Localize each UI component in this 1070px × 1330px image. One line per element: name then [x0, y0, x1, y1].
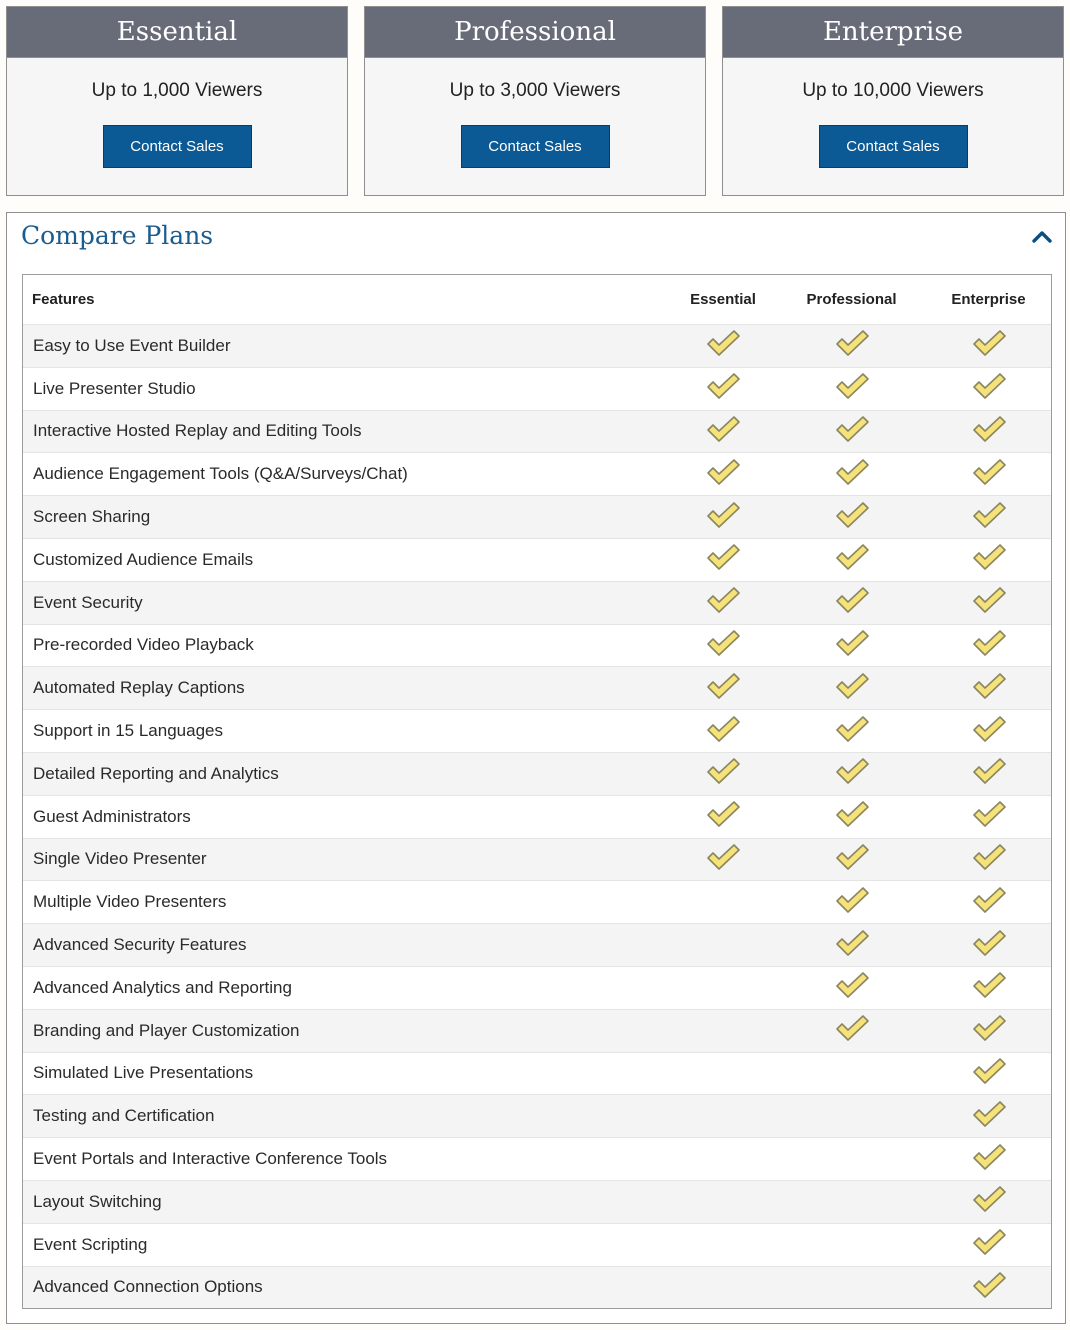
- table-row: [23, 624, 1051, 667]
- cell-enterprise: [930, 501, 1047, 534]
- checkmark-icon: [972, 372, 1006, 405]
- checkmark-icon: [972, 843, 1006, 876]
- cell-professional: [773, 543, 930, 576]
- cell-professional: [773, 757, 930, 790]
- checkmark-icon: [835, 971, 869, 1004]
- table-row: [23, 795, 1051, 838]
- cell-professional: [773, 929, 930, 962]
- checkmark-icon: [972, 586, 1006, 619]
- checkmark-icon: [835, 501, 869, 534]
- feature-name: Testing and Certification: [33, 1106, 215, 1126]
- feature-name: Branding and Player Customization: [33, 1020, 300, 1040]
- table-body: [23, 324, 1051, 1308]
- cell-enterprise: [930, 971, 1047, 1004]
- cell-essential: [673, 672, 773, 705]
- feature-name: Customized Audience Emails: [33, 549, 254, 569]
- cell-professional: [773, 501, 930, 534]
- table-row: [23, 709, 1051, 752]
- checkmark-icon: [706, 458, 740, 491]
- feature-name: Guest Administrators: [33, 806, 191, 826]
- checkmark-icon: [706, 757, 740, 790]
- cell-essential: [673, 501, 773, 534]
- cell-enterprise: [930, 586, 1047, 619]
- table-row: [23, 1223, 1051, 1266]
- plan-name: Professional: [365, 7, 705, 58]
- cell-enterprise: [930, 1014, 1047, 1047]
- table-row: [23, 880, 1051, 923]
- cell-essential: [673, 329, 773, 362]
- table-row: [23, 410, 1051, 453]
- cell-professional: [773, 672, 930, 705]
- checkmark-icon: [972, 1185, 1006, 1218]
- plan-viewers: Up to 1,000 Viewers: [91, 80, 263, 101]
- checkmark-icon: [706, 415, 740, 448]
- checkmark-icon: [972, 1228, 1006, 1261]
- plan-card-professional: [364, 6, 706, 196]
- checkmark-icon: [835, 800, 869, 833]
- cell-essential: [673, 458, 773, 491]
- checkmark-icon: [972, 1143, 1006, 1176]
- plan-card-essential: [6, 6, 348, 196]
- cell-professional: [773, 372, 930, 405]
- checkmark-icon: [972, 886, 1006, 919]
- checkmark-icon: [972, 1057, 1006, 1090]
- cell-essential: [673, 415, 773, 448]
- plan-card-enterprise: [722, 6, 1064, 196]
- header-professional: Professional: [806, 291, 897, 308]
- cell-professional: [773, 971, 930, 1004]
- header-features: Features: [32, 291, 95, 308]
- cell-essential: [673, 629, 773, 662]
- feature-name: Pre-recorded Video Playback: [33, 635, 254, 655]
- feature-name: Advanced Connection Options: [33, 1277, 263, 1297]
- checkmark-icon: [835, 629, 869, 662]
- checkmark-icon: [972, 1014, 1006, 1047]
- cell-professional: [773, 458, 930, 491]
- header-enterprise: Enterprise: [951, 291, 1026, 308]
- feature-name: Single Video Presenter: [33, 849, 207, 869]
- cell-enterprise: [930, 1185, 1047, 1218]
- header-essential: Essential: [690, 291, 756, 308]
- feature-name: Live Presenter Studio: [33, 378, 196, 398]
- checkmark-icon: [972, 415, 1006, 448]
- checkmark-icon: [972, 929, 1006, 962]
- cell-essential: [673, 586, 773, 619]
- checkmark-icon: [972, 800, 1006, 833]
- plan-viewers: Up to 3,000 Viewers: [449, 80, 621, 101]
- feature-name: Event Scripting: [33, 1234, 148, 1254]
- checkmark-icon: [972, 715, 1006, 748]
- checkmark-icon: [706, 543, 740, 576]
- checkmark-icon: [835, 672, 869, 705]
- cell-essential: [673, 800, 773, 833]
- checkmark-icon: [835, 372, 869, 405]
- cell-enterprise: [930, 757, 1047, 790]
- cell-professional: [773, 415, 930, 448]
- cell-enterprise: [930, 1057, 1047, 1090]
- cell-enterprise: [930, 372, 1047, 405]
- cell-enterprise: [930, 629, 1047, 662]
- table-row: [23, 752, 1051, 795]
- table-row: [23, 495, 1051, 538]
- checkmark-icon: [835, 843, 869, 876]
- feature-name: Layout Switching: [33, 1191, 162, 1211]
- checkmark-icon: [706, 672, 740, 705]
- feature-name: Advanced Security Features: [33, 935, 247, 955]
- cell-essential: [673, 757, 773, 790]
- table-row: [23, 1094, 1051, 1137]
- contact-sales-button[interactable]: Contact Sales: [819, 125, 968, 168]
- checkmark-icon: [972, 757, 1006, 790]
- feature-name: Event Security: [33, 592, 143, 612]
- feature-name: Automated Replay Captions: [33, 678, 245, 698]
- cell-enterprise: [930, 800, 1047, 833]
- cell-enterprise: [930, 329, 1047, 362]
- table-row: [23, 966, 1051, 1009]
- checkmark-icon: [835, 415, 869, 448]
- checkmark-icon: [972, 1100, 1006, 1133]
- table-row: [23, 452, 1051, 495]
- cell-essential: [673, 372, 773, 405]
- checkmark-icon: [706, 586, 740, 619]
- table-row: [23, 1180, 1051, 1223]
- checkmark-icon: [972, 458, 1006, 491]
- cell-professional: [773, 715, 930, 748]
- table-row: [23, 324, 1051, 367]
- cell-enterprise: [930, 1271, 1047, 1304]
- cell-enterprise: [930, 415, 1047, 448]
- feature-name: Event Portals and Interactive Conference Tools: [33, 1149, 388, 1169]
- checkmark-icon: [972, 501, 1006, 534]
- table-row: [23, 1009, 1051, 1052]
- contact-sales-button[interactable]: Contact Sales: [103, 125, 252, 168]
- chevron-up-icon[interactable]: [1031, 229, 1053, 245]
- table-row: [23, 838, 1051, 881]
- feature-name: Multiple Video Presenters: [33, 892, 227, 912]
- feature-name: Advanced Analytics and Reporting: [33, 977, 292, 997]
- plan-name: Enterprise: [723, 7, 1063, 58]
- feature-name: Support in 15 Languages: [33, 721, 223, 741]
- cell-essential: [673, 543, 773, 576]
- table-row: [23, 581, 1051, 624]
- contact-sales-button[interactable]: Contact Sales: [461, 125, 610, 168]
- cell-professional: [773, 1014, 930, 1047]
- checkmark-icon: [972, 629, 1006, 662]
- cell-enterprise: [930, 843, 1047, 876]
- checkmark-icon: [835, 929, 869, 962]
- checkmark-icon: [706, 329, 740, 362]
- table-row: [23, 666, 1051, 709]
- checkmark-icon: [972, 672, 1006, 705]
- checkmark-icon: [972, 329, 1006, 362]
- checkmark-icon: [706, 843, 740, 876]
- checkmark-icon: [706, 800, 740, 833]
- compare-plans-title: Compare Plans: [21, 221, 214, 250]
- table-row: [23, 1266, 1051, 1309]
- checkmark-icon: [706, 629, 740, 662]
- feature-name: Screen Sharing: [33, 507, 151, 527]
- checkmark-icon: [706, 372, 740, 405]
- cell-enterprise: [930, 929, 1047, 962]
- table-row: [23, 367, 1051, 410]
- checkmark-icon: [972, 1271, 1006, 1304]
- feature-name: Easy to Use Event Builder: [33, 335, 231, 355]
- checkmark-icon: [835, 586, 869, 619]
- plan-name: Essential: [7, 7, 347, 58]
- feature-name: Interactive Hosted Replay and Editing Tools: [33, 421, 362, 441]
- table-row: [23, 538, 1051, 581]
- checkmark-icon: [835, 757, 869, 790]
- cell-professional: [773, 800, 930, 833]
- cell-enterprise: [930, 1228, 1047, 1261]
- checkmark-icon: [706, 501, 740, 534]
- checkmark-icon: [835, 329, 869, 362]
- feature-name: Audience Engagement Tools (Q&A/Surveys/Chat): [33, 464, 408, 484]
- cell-enterprise: [930, 715, 1047, 748]
- checkmark-icon: [835, 543, 869, 576]
- table-row: [23, 1052, 1051, 1095]
- cell-professional: [773, 586, 930, 619]
- cell-professional: [773, 329, 930, 362]
- feature-name: Simulated Live Presentations: [33, 1063, 254, 1083]
- checkmark-icon: [972, 971, 1006, 1004]
- feature-name: Detailed Reporting and Analytics: [33, 763, 279, 783]
- cell-enterprise: [930, 1143, 1047, 1176]
- cell-professional: [773, 843, 930, 876]
- table-header: [23, 275, 1051, 324]
- plan-viewers: Up to 10,000 Viewers: [802, 80, 984, 101]
- cell-enterprise: [930, 1100, 1047, 1133]
- checkmark-icon: [835, 458, 869, 491]
- cell-enterprise: [930, 672, 1047, 705]
- plan-cards: [6, 6, 1066, 198]
- checkmark-icon: [835, 715, 869, 748]
- cell-enterprise: [930, 886, 1047, 919]
- table-row: [23, 923, 1051, 966]
- cell-professional: [773, 886, 930, 919]
- cell-essential: [673, 715, 773, 748]
- cell-essential: [673, 843, 773, 876]
- compare-plans-panel: [6, 212, 1066, 1324]
- comparison-table: [22, 274, 1052, 1309]
- checkmark-icon: [835, 1014, 869, 1047]
- table-row: [23, 1137, 1051, 1180]
- checkmark-icon: [835, 886, 869, 919]
- cell-enterprise: [930, 543, 1047, 576]
- cell-enterprise: [930, 458, 1047, 491]
- checkmark-icon: [706, 715, 740, 748]
- checkmark-icon: [972, 543, 1006, 576]
- cell-professional: [773, 629, 930, 662]
